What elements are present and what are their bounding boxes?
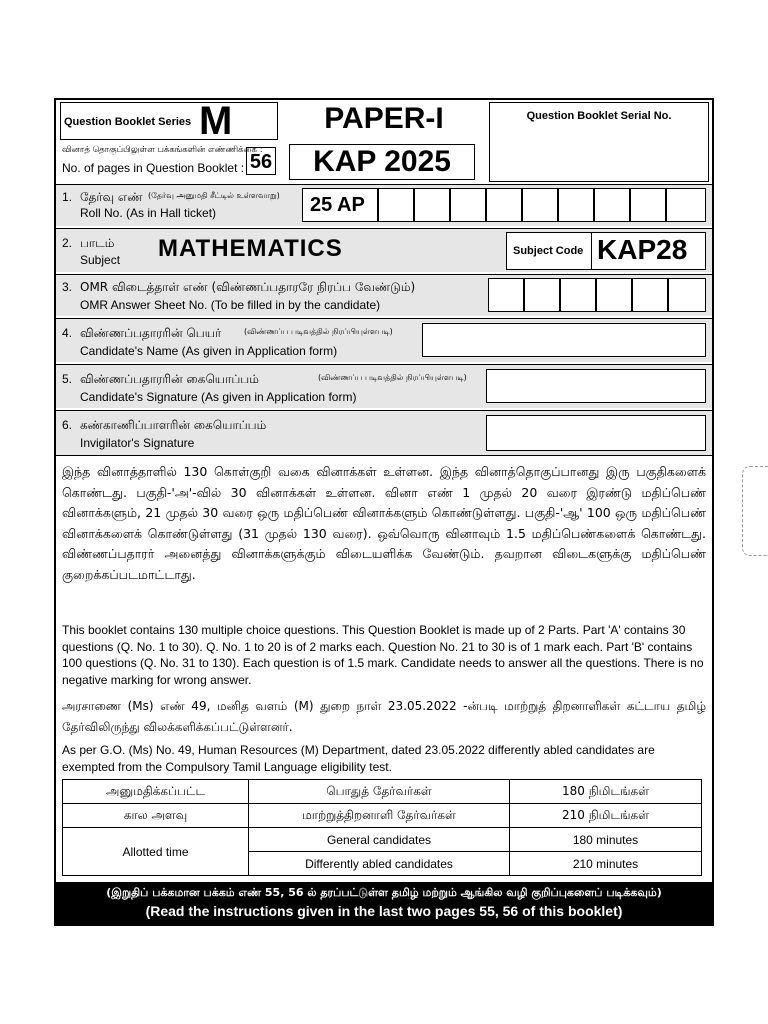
invigilator-label-ta: கண்காணிப்பாளரின் கையொப்பம் [80,418,267,432]
category-cell: General candidates [249,828,510,852]
subject-code-value: KAP28 [597,234,688,265]
footer-english: (Read the instructions given in the last two pages 55, 56 of this booklet) [145,903,623,919]
series-label: Question Booklet Series [64,116,192,128]
roll-row [56,184,712,226]
roll-digit-box[interactable] [666,188,706,222]
omr-label-en: OMR Answer Sheet No. (To be filled in by the candidate) [80,298,381,312]
name-row [56,318,712,362]
roll-digit-box[interactable] [630,188,666,222]
subject-code-box [506,232,706,270]
candidate-signature-box[interactable] [486,369,706,403]
instructions-english: This booklet contains 130 multiple choice questions. This Question Booklet is made up of 2 Parts. Part 'A' contains 30 questions (Q. No. 1 to 30). Q. No. 1 to 20 is of 2 marks each. Question No. 21 to 30 is of 1 mark each. Part 'B' contains 100 questions (Q. No. 31 to 130). Each question is of 1.5 mark. Candidate needs to answer all the questions. There is no negative marking for wrong answer. [62,623,704,687]
pages-label-ta: வினாத் தொகுப்பிலுள்ள பக்கங்களின் எண்ணிக்கை : [62,145,263,155]
roll-digit-box[interactable] [450,188,486,222]
omr-digit-box[interactable] [524,278,560,312]
omr-digit-box[interactable] [632,278,668,312]
roll-note-ta: (தேர்வு அனுமதி சீட்டில் உள்ளவாறு) [148,191,280,200]
row-number: 1. [62,190,73,204]
invigilator-signature-row [56,410,712,456]
time-cell: 180 minutes [510,828,702,852]
page-edge-mark [742,466,768,556]
roll-prefix-value: 25 AP [310,194,365,216]
roll-digit-box[interactable] [486,188,522,222]
footer-tamil: (இறுதிப் பக்கமான பக்கம் எண் 55, 56 ல் தரப்பட்டுள்ள தமிழ் மற்றும் ஆங்கில வழி குறிப்புகளைப் படிக்கவும்) [106,886,662,899]
instructions-tamil: இந்த வினாத்தாளில் 130 கொள்குறி வகை வினாக்கள் உள்ளன. இந்த வினாத்தொகுப்பானது இரு பகுதிகளைக் கொண்டது. பகுதி-'அ'-வில் 30 வினாக்கள் உள்ளன. வினா எண் 1 முதல் 20 வரை இரண்டு மதிப்பெண் வினாக்களும், 21 முதல் 30 வரை ஒரு மதிப்பெண் வினாக்களும் கொண்டுள்ளது. பகுதி-'ஆ' 100 ஒரு மதிப்பெண் வினாக்களைக் கொண்டுள்ளது (31 முதல் 130 வரை). ஒவ்வொரு வினாவும் 1.5 மதிப்பெண்களைக் கொண்டது. விண்ணப்பதாரர் அனைத்து வினாக்களுக்கும் விடையளிக்க வேண்டும். தவறான விடைகளுக்கு மதிப்பெண் குறைக்கப்படமாட்டாது. [62,464,706,582]
signature-label-ta: விண்ணப்பதாரரின் கையொப்பம் [80,372,259,386]
subject-value: MATHEMATICS [158,235,343,262]
subject-label-en: Subject [80,253,121,267]
name-input-box[interactable] [422,323,706,357]
time-cell: 180 நிமிடங்கள் [510,780,702,804]
omr-digit-box[interactable] [668,278,706,312]
exemption-tamil: அரசாணை (Ms) எண் 49, மனித வளம் (M) துறை நாள் 23.05.2022 -ன்படி மாற்றுத் திறனாளிகள் கட்டாய தமிழ் தேர்விலிருந்து விலக்களிக்கப்பட்டுள்ளனர். [62,699,706,734]
series-box [60,99,278,143]
row-number: 3. [62,280,73,294]
roll-label-en: Roll No. (As in Hall ticket) [80,206,217,220]
omr-row [56,274,712,316]
time-cell: 210 minutes [510,852,702,876]
roll-digit-box[interactable] [414,188,450,222]
candidate-signature-row [56,364,712,408]
row-number: 5. [62,372,73,386]
pages-label-en: No. of pages in Question Booklet : [62,161,245,175]
time-label-ta-2: கால அளவு [63,804,249,828]
serial-box [489,102,709,182]
series-value: M [199,99,233,143]
invigilator-label-en: Invigilator's Signature [80,436,195,450]
category-cell: பொதுத் தேர்வர்கள் [249,780,510,804]
roll-digit-box[interactable] [558,188,594,222]
pages-value: 56 [246,147,276,175]
pages-box [60,143,278,179]
invigilator-signature-box[interactable] [486,415,706,451]
table-row [63,780,702,804]
footer-banner [56,882,712,926]
category-cell: Differently abled candidates [249,852,510,876]
omr-digit-box[interactable] [488,278,524,312]
roll-digit-box[interactable] [594,188,630,222]
row-number: 6. [62,418,73,432]
row-number: 2. [62,236,73,250]
roll-label-ta: தேர்வு எண் [80,190,143,204]
name-label-ta: விண்ணப்பதாரரின் பெயர் [80,326,222,340]
paper-title: PAPER-I [324,102,444,135]
signature-label-en: Candidate's Signature (As given in Application form) [80,390,357,404]
exemption-english: As per G.O. (Ms) No. 49, Human Resources (M) Department, dated 23.05.2022 differently abled candidates are exempted from the Compulsory Tamil Language eligibility test. [62,743,655,774]
subject-row [56,228,712,272]
divider [591,233,592,269]
table-row [63,804,702,828]
serial-label: Question Booklet Serial No. [526,110,672,122]
roll-digit-box[interactable] [522,188,558,222]
signature-note-ta: (விண்ணப்ப படிவத்தில் நிரப்பியுள்ளபடி) [318,373,467,382]
category-cell: மாற்றுத்திறனாளி தேர்வர்கள் [249,804,510,828]
subject-label-ta: பாடம் [80,236,115,250]
roll-digit-box[interactable] [378,188,414,222]
exam-title: KAP 2025 [289,144,475,180]
allotted-time-table [62,779,702,876]
time-label-en: Allotted time [63,828,249,876]
omr-digit-box[interactable] [596,278,632,312]
time-label-ta-1: அனுமதிக்கப்பட்ட [63,780,249,804]
name-label-en: Candidate's Name (As given in Application form) [80,344,338,358]
roll-prefix [302,188,378,222]
subject-code-label: Subject Code [513,245,584,257]
time-cell: 210 நிமிடங்கள் [510,804,702,828]
row-number: 4. [62,326,73,340]
name-note-ta: (விண்ணப்ப படிவத்தில் நிரப்பியுள்ளபடி) [244,327,393,336]
table-row [63,828,702,852]
omr-digit-box[interactable] [560,278,596,312]
omr-label-ta: OMR விடைத்தாள் எண் (விண்ணப்பதாரரே நிரப்ப வேண்டும்) [80,280,416,294]
